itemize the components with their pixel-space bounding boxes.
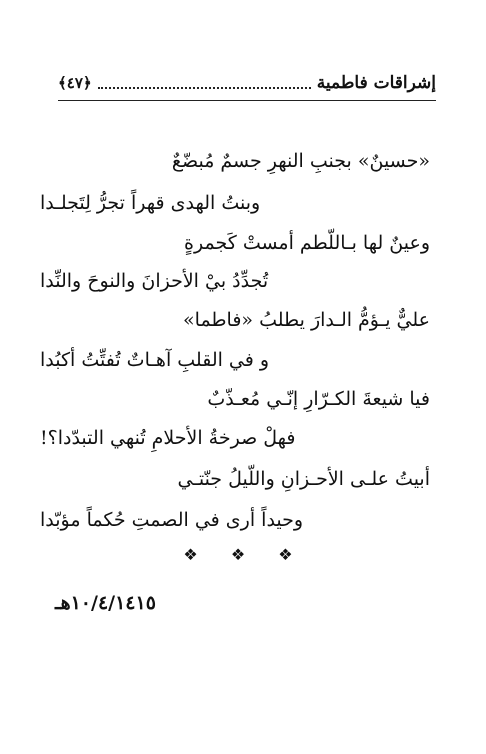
verse-line: وحيداً أرى في الصمتِ حُكماً مؤبّدا bbox=[40, 509, 304, 531]
verse-line: أبيتُ علـى الأحـزانِ واللّيلُ جنّتـي bbox=[177, 468, 430, 490]
book-title: إشراقات فاطمية bbox=[316, 73, 436, 93]
verse-line: وعينٌ لها بـاللّطم أمستْ كَجمرةٍ bbox=[184, 232, 430, 254]
running-header bbox=[58, 72, 436, 94]
verse-line: «حسينٌ» بجنبِ النهرِ جسمٌ مُبضّعٌ bbox=[171, 150, 430, 172]
verse-line: فهلْ صرخةُ الأحلامِ تُنهي التبدّدا؟! bbox=[40, 427, 296, 449]
verse-line: و في القلبِ آهـاتٌ تُفتِّتُ أكبُدا bbox=[40, 349, 270, 371]
verse-line: وبنتُ الهدى قهراً تجرُّ لِتَجلـدا bbox=[40, 192, 261, 214]
verse-line: فيا شيعةَ الكـرّارِ إنّـي مُعـذّبٌ bbox=[207, 388, 430, 410]
header-dot-leader bbox=[98, 77, 311, 89]
verse-line: تُجدِّدُ بيْ الأحزانَ والنوحَ والنِّدا bbox=[40, 270, 269, 292]
page-number: ﴿٤٧﴾ bbox=[58, 74, 92, 92]
verse-line: عليٌّ يـؤمُّ الـدارَ يطلبُ «فاطما» bbox=[183, 309, 430, 331]
poem-date: ١٠/٤/١٤١٥هـ bbox=[55, 592, 156, 614]
section-separator: ❖ ❖ ❖ bbox=[183, 545, 307, 564]
header-rule bbox=[58, 100, 436, 101]
